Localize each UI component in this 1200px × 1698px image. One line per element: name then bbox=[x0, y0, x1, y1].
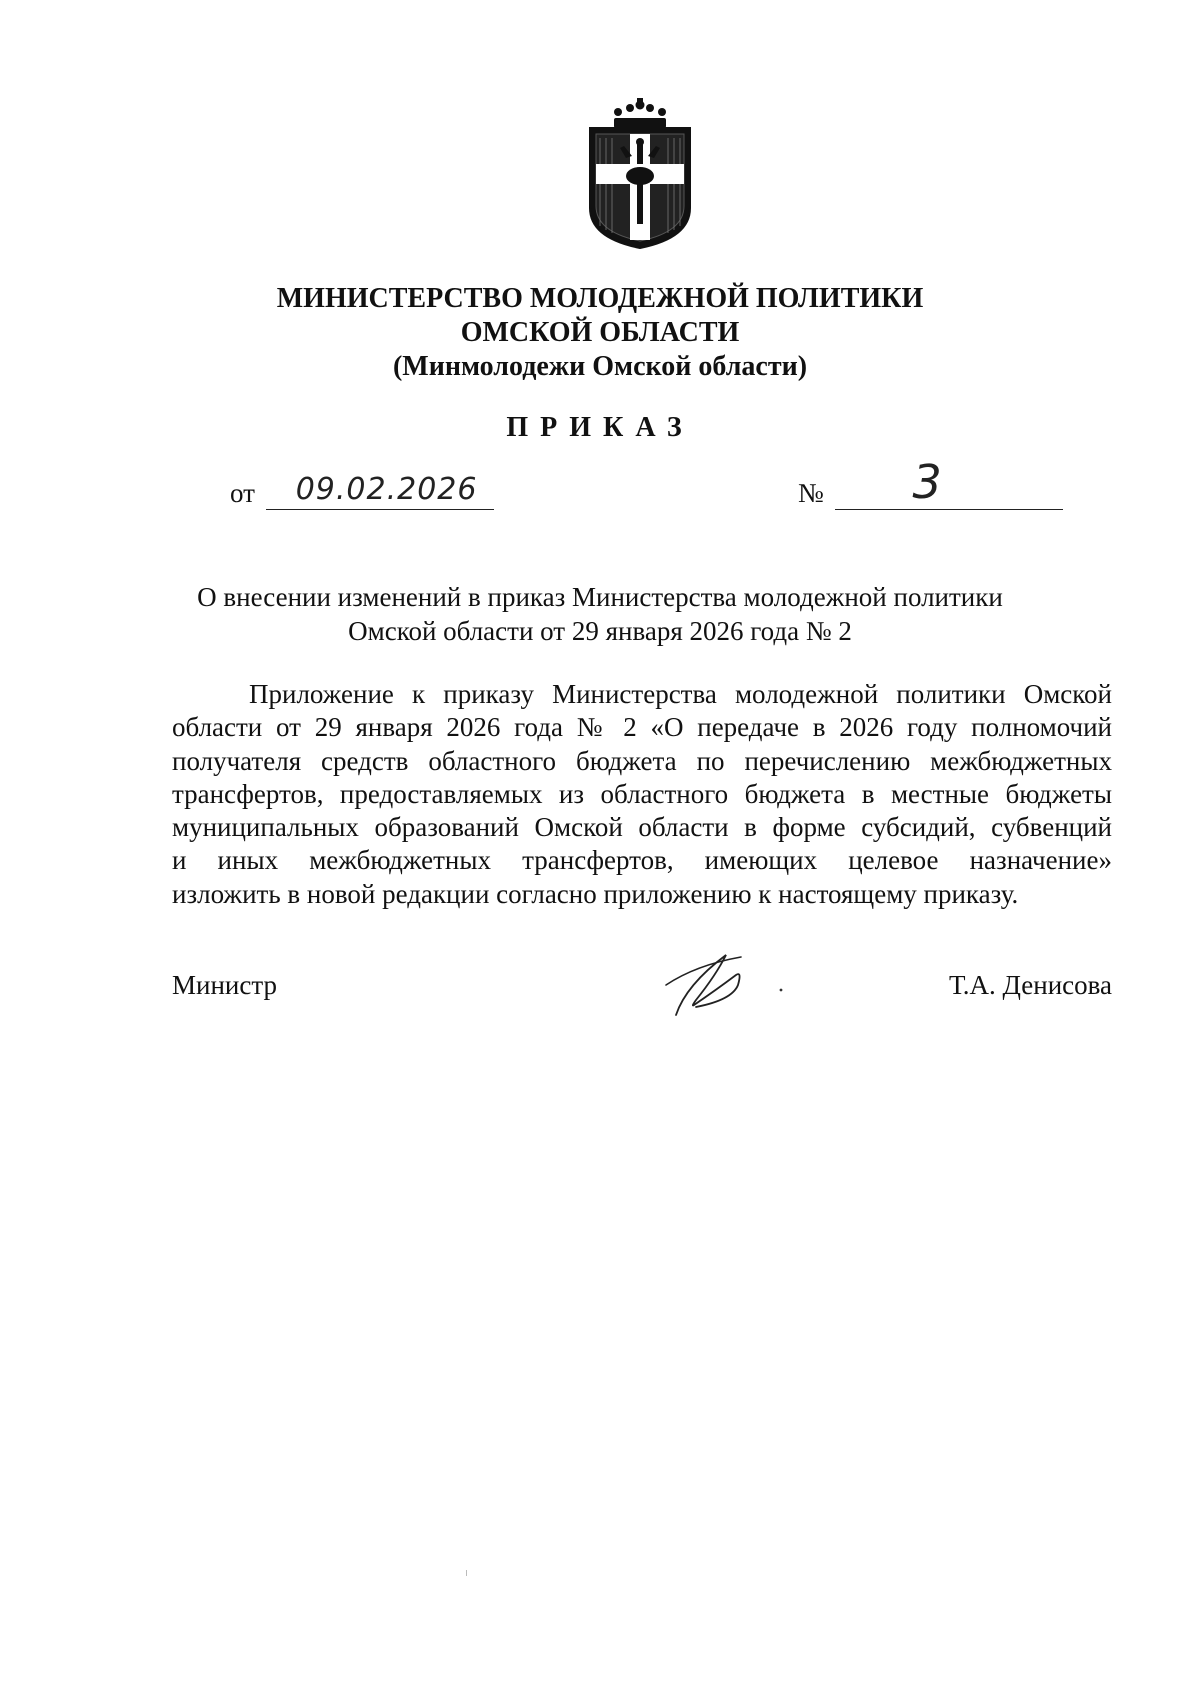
number-block bbox=[798, 455, 1063, 510]
number-prefix: № bbox=[798, 478, 824, 508]
body-line: получателя средств областного бюджета по перечислению межбюджетных bbox=[172, 745, 1112, 776]
body-line: изложить в новой редакции согласно приложению к настоящему приказу. bbox=[172, 878, 1019, 909]
date-block bbox=[230, 472, 494, 510]
scan-artifact bbox=[466, 1570, 467, 1576]
coat-of-arms-emblem bbox=[580, 98, 700, 250]
subject-line-1: О внесении изменений в приказ Министерства молодежной политики bbox=[197, 582, 1003, 612]
handwritten-signature bbox=[656, 945, 806, 1025]
organization-name-line1: МИНИСТЕРСТВО МОЛОДЕЖНОЙ ПОЛИТИКИ bbox=[276, 283, 924, 314]
body-line: муниципальных образований Омской области в форме субсидий, субвенций bbox=[172, 812, 1112, 843]
signatory-name: Т.А. Денисова bbox=[948, 970, 1112, 1000]
crown-icon bbox=[614, 98, 666, 128]
organization-short-name: (Минмолодежи Омской области) bbox=[392, 351, 808, 382]
date-prefix: от bbox=[230, 478, 255, 508]
organization-name-line2: ОМСКОЙ ОБЛАСТИ bbox=[460, 317, 740, 348]
body-line: трансфертов, предоставляемых из областного бюджета в местные бюджеты bbox=[172, 778, 1112, 809]
body-line: и иных межбюджетных трансфертов, имеющих целевое назначение» bbox=[172, 845, 1112, 876]
document-type-title: ПРИКАЗ bbox=[506, 412, 694, 443]
date-value-handwritten: 09.02.2026 bbox=[295, 472, 478, 507]
body-line: Приложение к приказу Министерства молодежной политики Омской bbox=[249, 679, 1112, 709]
document-body bbox=[172, 678, 1112, 911]
body-line: области от 29 января 2026 года № 2 «О передаче в 2026 году полномочий bbox=[172, 712, 1112, 743]
organization-header bbox=[0, 282, 1200, 384]
subject-line-2: Омской области от 29 января 2026 года № 2 bbox=[348, 616, 852, 646]
signatory-title: Министр bbox=[172, 970, 277, 1000]
number-field bbox=[835, 455, 1063, 510]
date-field bbox=[266, 472, 494, 510]
number-value-handwritten: 3 bbox=[912, 455, 942, 509]
document-subject bbox=[0, 580, 1200, 648]
